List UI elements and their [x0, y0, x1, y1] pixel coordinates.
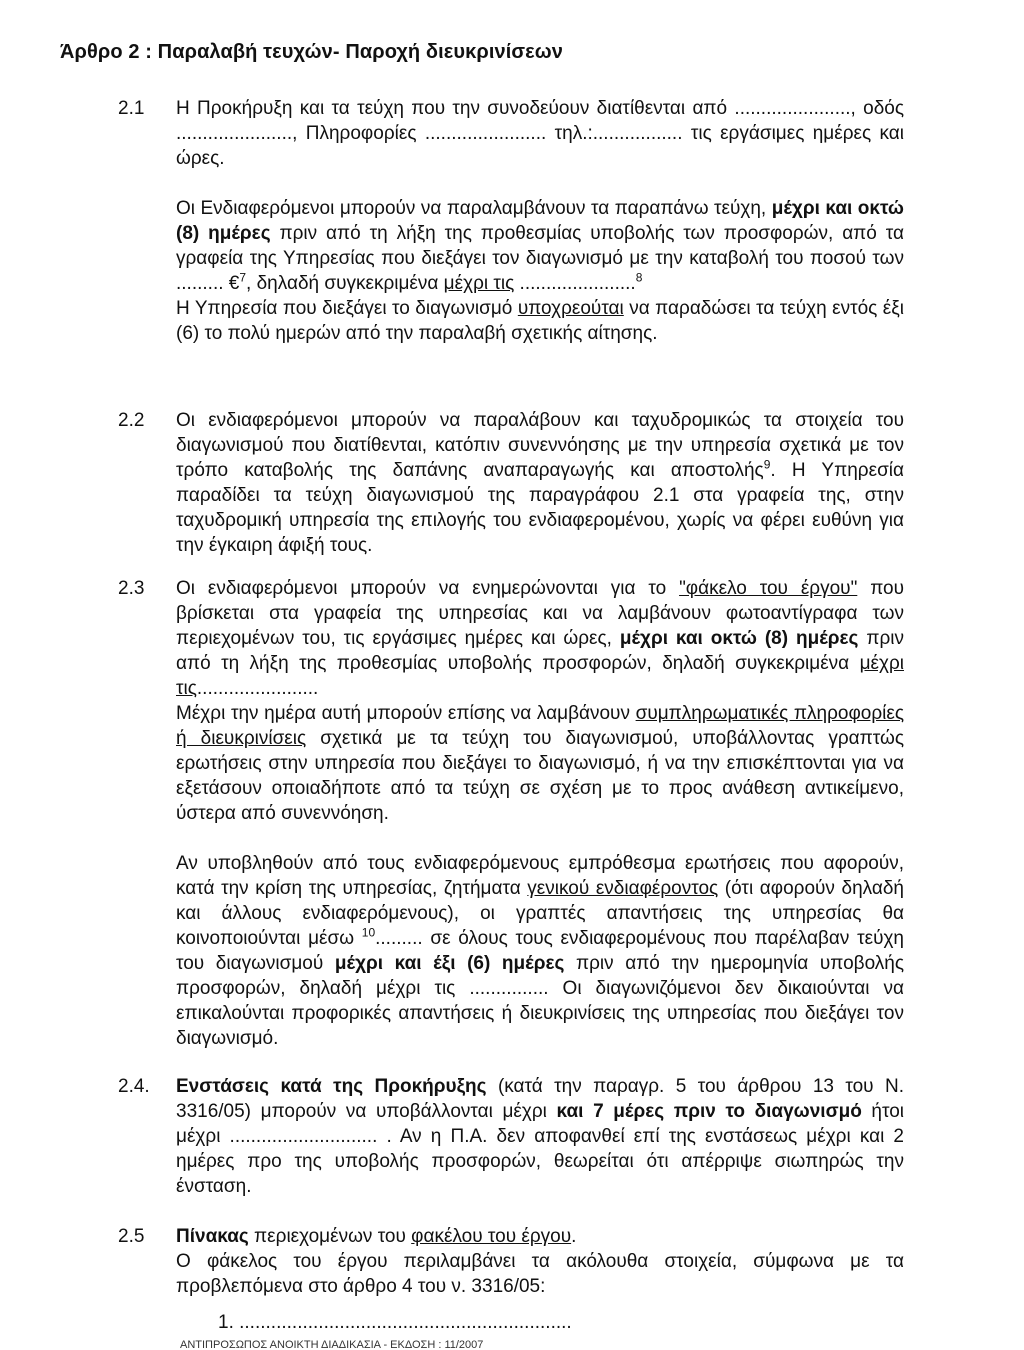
paragraph: Οι ενδιαφερόμενοι μπορούν να ενημερώνονται για το "φάκελο του έργου" που βρίσκεται στα γραφεία της υπηρεσίας και να λαμβάνουν φωτοαντίγραφα των περιεχομένων του, τις εργάσιμες ημέρες και ώρες, μέχρι και οκτώ (8) ημέρες πριν από τη λήξη της προθεσμίας υποβολής προσφορών, δηλαδή συγκεκριμένα μέχρι τις....................... — [176, 578, 905, 699]
article-title: Άρθρο 2 : Παραλαβή τευχών- Παροχή διευκρινίσεων — [60, 41, 563, 63]
paragraph: Οι ενδιαφερόμενοι μπορούν να παραλάβουν και ταχυδρομικώς τα στοιχεία του διαγωνισμού που διατίθενται, κατόπιν συνεννόησης με την υπηρεσία σχετικά με τον τρόπο καταβολής της δαπάνης αναπαραγωγής και αποστολής$^9$. Η Υπηρεσία παραδίδει τα τεύχη διαγωνισμού της παραγράφου 2.1 στα γραφεία της, στην ταχυδρομική υπηρεσία της επιλογής του ενδιαφερομένου, χωρίς να φέρει ευθύνη για την έγκαιρη άφιξή τους. — [176, 410, 904, 556]
paragraph: Ο φάκελος του έργου περιλαμβάνει τα ακόλουθα στοιχεία, σύμφωνα με τα προβλεπόμενα στο άρθρο 4 του ν. 3316/05: — [176, 1251, 904, 1297]
section-body — [176, 96, 904, 346]
section-number: 2.2 — [118, 410, 145, 431]
paragraph: Πίνακας περιεχομένων του φακέλου του έργου. — [176, 1226, 577, 1247]
paragraph: Η Προκήρυξη και τα τεύχη που την συνοδεύουν διατίθενται από ......................, οδός ......................, Πληροφορίες ....................... τηλ.:................. τις εργάσιμες ημέρες και ώρες. — [176, 98, 904, 169]
footer-fragment: ΑΝΤΙΠΡΟΣΩΠΟΣ ΑΝΟΙΚΤΗ ΔΙΑΔΙΚΑΣΙΑ - ΕΚΔΟΣΗ : 11/2007 — [180, 1340, 484, 1350]
paragraph: Ενστάσεις κατά της Προκήρυξης (κατά την παραγρ. 5 του άρθρου 13 του Ν. 3316/05) μπορούν να υποβάλλονται μέχρι και 7 μέρες πριν το διαγωνισμό ήτοι μέχρι ............................ . Αν η Π.Α. δεν αποφανθεί επί της ενστάσεως μέχρι και 2 ημέρες προ της υποβολής προσφορών, θεωρείται ότι απέρριψε σιωπηρώς την ένσταση. — [176, 1076, 905, 1197]
section-number: 2.3 — [118, 578, 145, 599]
section-body — [176, 1074, 904, 1199]
section-number: 2.1 — [118, 98, 145, 119]
paragraph: Μέχρι την ημέρα αυτή μπορούν επίσης να λαμβάνουν συμπληρωματικές πληροφορίες ή διευκρινίσεις σχετικά με τα τεύχη του διαγωνισμού, υποβάλλοντας γραπτώς ερωτήσεις στην υπηρεσία που διεξάγει το διαγωνισμό, ή να την επισκέπτονται για να εξετάσουν οποιαδήποτε από τα τεύχη σε σχέση με το προς ανάθεση αντικείμενο, ύστερα από συνεννόηση. — [176, 703, 904, 824]
list-item: 1. ............................................................... — [218, 1312, 572, 1333]
paragraph: Η Υπηρεσία που διεξάγει το διαγωνισμό υποχρεούται να παραδώσει τα τεύχη εντός έξι (6) το πολύ ημερών από την παραλαβή σχετικής αίτησης. — [176, 298, 904, 344]
section-number: 2.4. — [118, 1076, 150, 1097]
paragraph: Οι Ενδιαφερόμενοι μπορούν να παραλαμβάνουν τα παραπάνω τεύχη, μέχρι και οκτώ (8) ημέρες πριν από τη λήξη της προθεσμίας υποβολής των προσφορών, από τα γραφεία της Υπηρεσίας που διεξάγει τον διαγωνισμό με την καταβολή του ποσού των ......... €$^7$, δηλαδή συγκεκριμένα μέχρι τις ......................$^8$ — [176, 198, 904, 294]
section-body — [176, 408, 904, 558]
section-body — [176, 576, 904, 1051]
section-number: 2.5 — [118, 1226, 145, 1247]
section-body — [176, 1224, 904, 1299]
paragraph: Αν υποβληθούν από τους ενδιαφερόμενους εμπρόθεσμα ερωτήσεις που αφορούν, κατά την κρίση της υπηρεσίας, ζητήματα γενικού ενδιαφέροντος (ότι αφορούν δηλαδή και άλλους ενδιαφερόμενους), οι γραπτές απαντήσεις της υπηρεσίας θα κοινοποιούνται μέσω $^{10}$......... σε όλους τους ενδιαφερομένους που παρέλαβαν τεύχη του διαγωνισμού μέχρι και έξι (6) ημέρες πριν από την ημερομηνία υποβολής προσφορών, δηλαδή μέχρι τις ............... Οι διαγωνιζόμενοι δεν δικαιούνται να επικαλούνται προφορικές απαντήσεις ή διευκρινίσεις της υπηρεσίας που διεξάγει τον διαγωνισμό. — [176, 853, 905, 1049]
